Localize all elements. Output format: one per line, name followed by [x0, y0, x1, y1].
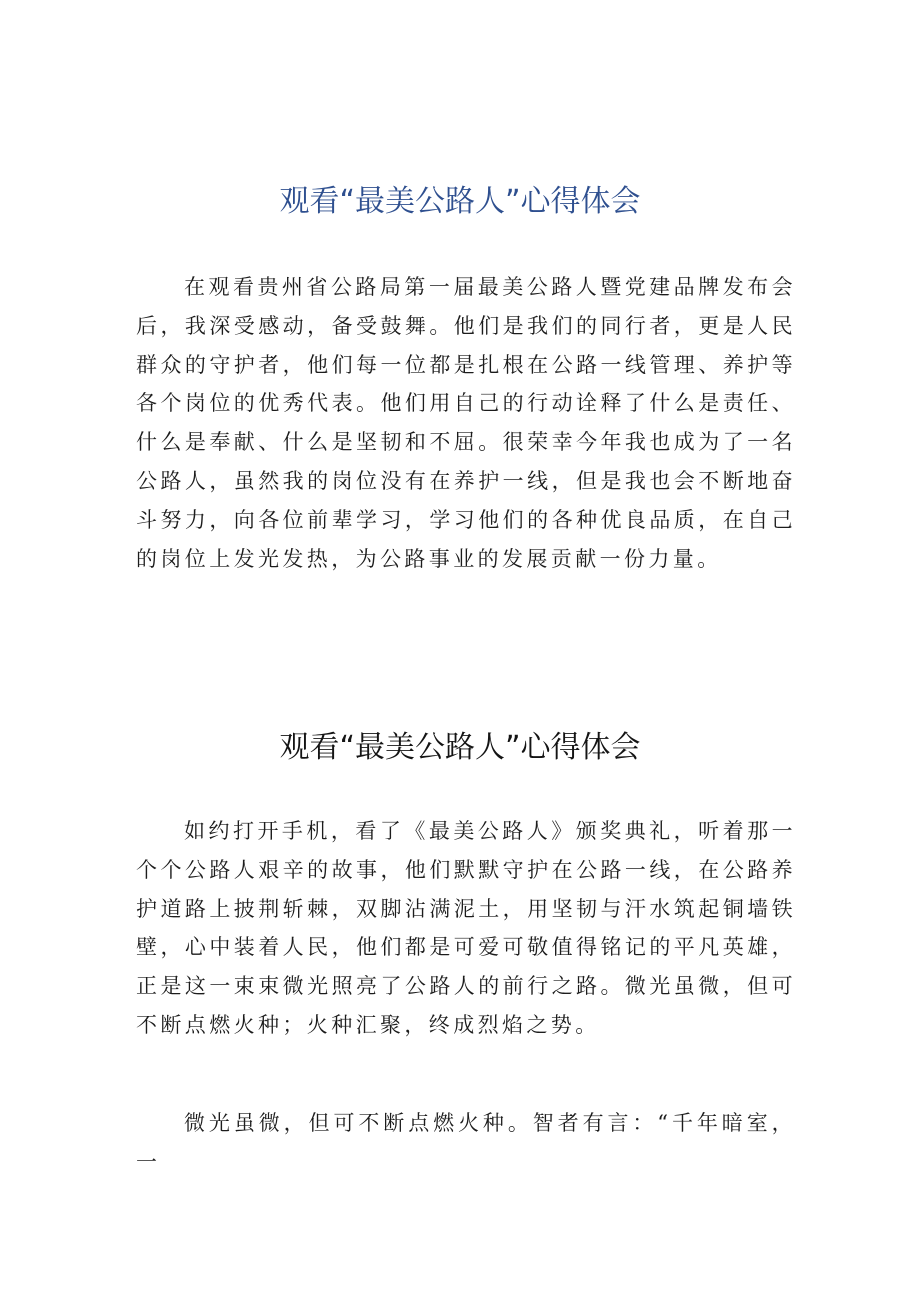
section-title-1: 观看“最美公路人”心得体会: [279, 184, 641, 219]
section-title-2: 观看“最美公路人”心得体会: [279, 730, 641, 765]
paragraph-3: 微光虽微，但可不断点燃火种。智者有言：“千年暗室，一: [136, 1111, 796, 1174]
paragraph-1: 在观看贵州省公路局第一届最美公路人暨党建品牌发布会后，我深受感动，备受鼓舞。他们是我们的同行者，更是人民群众的守护者，他们每一位都是扎根在公路一线管理、养护等各个岗位的优秀代表。他们用自己的行动诠释了什么是责任、什么是奉献、什么是坚韧和不屈。很荣幸今年我也成为了一名公路人，虽然我的岗位没有在养护一线，但是我也会不断地奋斗努力，向各位前辈学习，学习他们的各种优良品质，在自己的岗位上发光发热，为公路事业的发展贡献一份力量。: [136, 275, 796, 571]
paragraph-2: 如约打开手机，看了《最美公路人》颁奖典礼，听着那一个个公路人艰辛的故事，他们默默守护在公路一线，在公路养护道路上披荆斩棘，双脚沾满泥土，用坚韧与汗水筑起铜墙铁壁，心中装着人民，他们都是可爱可敬值得铭记的平凡英雄，正是这一束束微光照亮了公路人的前行之路。微光虽微，但可不断点燃火种；火种汇聚，终成烈焰之势。: [136, 819, 796, 1037]
